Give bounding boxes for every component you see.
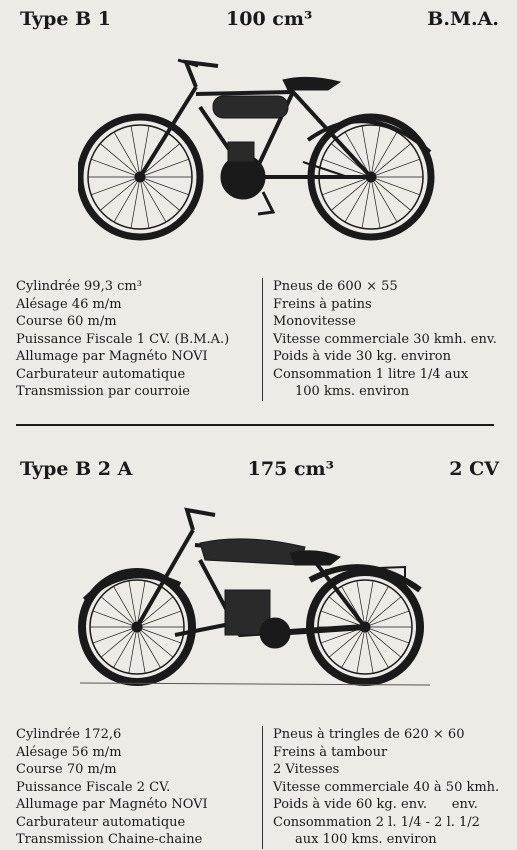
spec-line: Freins à patins bbox=[273, 296, 372, 312]
spec-line: Alésage 56 m/m bbox=[16, 744, 122, 760]
spec-line: 2 Vitesses bbox=[273, 762, 340, 777]
section-divider bbox=[16, 424, 494, 426]
section1-type: Type B 1 bbox=[20, 8, 111, 30]
spec-line: Freins à tambour bbox=[273, 744, 388, 760]
spec-line: Pneus à tringles de 620 × 60 bbox=[273, 727, 465, 742]
spec-line: Transmission Chaine-chaine bbox=[16, 832, 203, 847]
spec-line: 100 kms. environ bbox=[295, 384, 410, 399]
section1-specs-left bbox=[16, 278, 263, 401]
section1-specs-right bbox=[263, 278, 507, 401]
section1-specs bbox=[16, 278, 507, 401]
spec-line: Course 70 m/m bbox=[16, 762, 117, 777]
motorbike-b1-illustration bbox=[78, 52, 438, 247]
motorbike-b2a-illustration bbox=[75, 505, 435, 695]
section2-specs-right bbox=[263, 726, 507, 849]
section2-power: 2 CV bbox=[449, 458, 499, 480]
section2-header bbox=[20, 458, 499, 480]
section2-specs-left bbox=[16, 726, 263, 849]
spec-line: Puissance Fiscale 2 CV. bbox=[16, 779, 171, 795]
section2-displacement: 175 cm³ bbox=[247, 458, 334, 480]
spec-line: Monovitesse bbox=[273, 314, 356, 329]
spec-line: Carburateur automatique bbox=[16, 814, 186, 830]
spec-line: Vitesse commerciale 40 à 50 kmh. bbox=[273, 779, 500, 795]
spec-line: Pneus de 600 × 55 bbox=[273, 279, 398, 294]
spec-line: Cylindrée 99,3 cm³ bbox=[16, 279, 142, 294]
spec-line: aux 100 kms. environ bbox=[295, 832, 437, 847]
section1-displacement: 100 cm³ bbox=[226, 8, 313, 30]
spec-line: Allumage par Magnéto NOVI bbox=[16, 349, 208, 364]
spec-line: Vitesse commerciale 30 kmh. env. bbox=[273, 331, 497, 347]
section2-type: Type B 2 A bbox=[20, 458, 133, 480]
spec-line: Alésage 46 m/m bbox=[16, 296, 122, 312]
spec-line: Consommation 1 litre 1/4 aux bbox=[273, 366, 469, 382]
section1-maker: B.M.A. bbox=[427, 8, 499, 30]
spec-line: Poids à vide 30 kg. environ bbox=[273, 349, 451, 364]
spec-line: Course 60 m/m bbox=[16, 314, 117, 329]
section2-specs bbox=[16, 726, 507, 849]
spec-line: Carburateur automatique bbox=[16, 366, 186, 382]
spec-line: Consommation 2 l. 1/4 - 2 l. 1/2 bbox=[273, 814, 480, 830]
spec-line: Allumage par Magnéto NOVI bbox=[16, 797, 208, 812]
section1-header bbox=[20, 8, 499, 30]
spec-line: Puissance Fiscale 1 CV. (B.M.A.) bbox=[16, 331, 230, 347]
spec-line: Poids à vide 60 kg. env. env. bbox=[273, 797, 478, 812]
spec-line: Cylindrée 172,6 bbox=[16, 727, 122, 742]
spec-line: Transmission par courroie bbox=[16, 384, 191, 399]
